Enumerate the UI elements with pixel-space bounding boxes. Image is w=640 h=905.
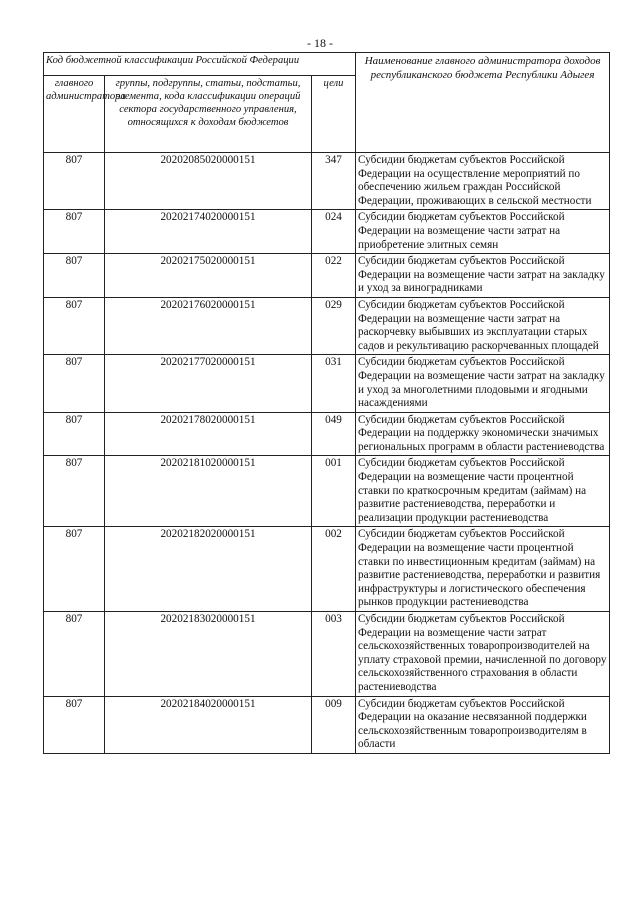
classification-code-cell: 20202175020000151: [105, 254, 312, 298]
page-number: - 18 -: [307, 36, 333, 50]
admin-code-cell: 807: [44, 254, 105, 298]
classification-code-cell: 20202184020000151: [105, 696, 312, 753]
purpose-code-cell: 049: [312, 412, 356, 456]
header-purpose: цели: [312, 76, 356, 153]
admin-code-cell: 807: [44, 527, 105, 612]
admin-code-cell: 807: [44, 612, 105, 697]
purpose-code-cell: 022: [312, 254, 356, 298]
purpose-code-cell: 001: [312, 456, 356, 527]
table-row: [44, 297, 610, 354]
name-cell: Субсидии бюджетам субъектов Российской Федерации на осуществление мероприятий по обеспечению жильем граждан Российской Федерации, проживающих в сельской местности: [356, 153, 610, 210]
purpose-code-cell: 031: [312, 355, 356, 412]
name-cell: Субсидии бюджетам субъектов Российской Федерации на оказание несвязанной поддержки сельскохозяйственным товаропроизводителям в области: [356, 696, 610, 753]
classification-code-cell: 20202176020000151: [105, 297, 312, 354]
classification-code-cell: 20202177020000151: [105, 355, 312, 412]
table-row: [44, 153, 610, 210]
purpose-code-cell: 347: [312, 153, 356, 210]
admin-code-cell: 807: [44, 355, 105, 412]
header-admin-code: главного администратора: [44, 76, 105, 153]
header-classification-code: группы, подгруппы, статьи, подстатьи, элемента, кода классификации операций сектора государственного управления, относящихся к доходам бюджетов: [105, 76, 312, 153]
name-cell: Субсидии бюджетам субъектов Российской Федерации на поддержку экономически значимых региональных программ в области растениеводства: [356, 412, 610, 456]
table-row: [44, 254, 610, 298]
table-row: [44, 355, 610, 412]
purpose-code-cell: 003: [312, 612, 356, 697]
admin-code-cell: 807: [44, 456, 105, 527]
table-row: [44, 612, 610, 697]
table-row: [44, 210, 610, 254]
classification-code-cell: 20202181020000151: [105, 456, 312, 527]
table-row: [44, 527, 610, 612]
purpose-code-cell: 009: [312, 696, 356, 753]
purpose-code-cell: 024: [312, 210, 356, 254]
admin-code-cell: 807: [44, 297, 105, 354]
header-administrator-name: Наименование главного администратора доходов республиканского бюджета Республики Адыгея: [356, 53, 610, 153]
name-cell: Субсидии бюджетам субъектов Российской Федерации на возмещение части затрат на закладку и уход за многолетними плодовыми и ягодными насаждениями: [356, 355, 610, 412]
admin-code-cell: 807: [44, 210, 105, 254]
purpose-code-cell: 029: [312, 297, 356, 354]
classification-code-cell: 20202182020000151: [105, 527, 312, 612]
budget-classification-table: [43, 52, 610, 754]
table-row: [44, 412, 610, 456]
name-cell: Субсидии бюджетам субъектов Российской Федерации на возмещение части процентной ставки по инвестиционным кредитам (займам) на развитие растениеводства, переработки и развития инфраструктуры и логистического обеспечения рынков продукции растениеводства: [356, 527, 610, 612]
classification-code-cell: 20202183020000151: [105, 612, 312, 697]
admin-code-cell: 807: [44, 153, 105, 210]
name-cell: Субсидии бюджетам субъектов Российской Федерации на возмещение части затрат на приобретение элитных семян: [356, 210, 610, 254]
admin-code-cell: 807: [44, 696, 105, 753]
name-cell: Субсидии бюджетам субъектов Российской Федерации на возмещение части затрат сельскохозяйственных товаропроизводителей на уплату страховой премии, начисленной по договору сельскохозяйственного страхования в области растениеводства: [356, 612, 610, 697]
classification-code-cell: 20202174020000151: [105, 210, 312, 254]
admin-code-cell: 807: [44, 412, 105, 456]
table-row: [44, 456, 610, 527]
name-cell: Субсидии бюджетам субъектов Российской Федерации на возмещение части процентной ставки по краткосрочным кредитам (займам) на развитие растениеводства, переработки и реализации продукции растениеводства: [356, 456, 610, 527]
classification-code-cell: 20202178020000151: [105, 412, 312, 456]
purpose-code-cell: 002: [312, 527, 356, 612]
header-classification-group: Код бюджетной классификации Российской Федерации: [44, 53, 356, 76]
classification-code-cell: 20202085020000151: [105, 153, 312, 210]
name-cell: Субсидии бюджетам субъектов Российской Федерации на возмещение части затрат на раскорчевку выбывших из эксплуатации старых садов и рекультивацию раскорчеванных площадей: [356, 297, 610, 354]
table-row: [44, 696, 610, 753]
name-cell: Субсидии бюджетам субъектов Российской Федерации на возмещение части затрат на закладку и уход за виноградниками: [356, 254, 610, 298]
